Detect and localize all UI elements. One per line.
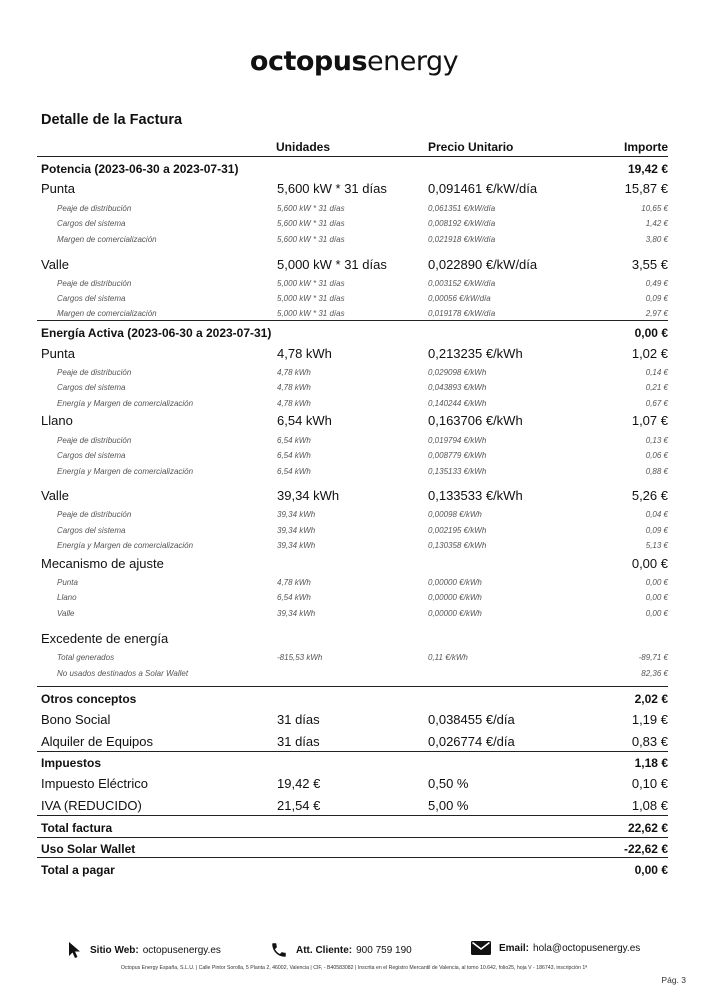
section-label: Energía Activa (2023-06-30 a 2023-07-31): [41, 326, 272, 340]
header-units: Unidades: [276, 140, 331, 154]
unit-price: 0,140244 €/kWh: [428, 399, 487, 408]
unit-price: 0,00000 €/kWh: [428, 593, 482, 602]
amount: 5,26 €: [631, 488, 668, 503]
envelope-icon: [471, 941, 491, 955]
unit-price: 0,00000 €/kWh: [428, 609, 482, 618]
section-total-pagar: [41, 858, 668, 879]
units: 39,34 kWh: [277, 488, 340, 503]
concept: Peaje de distribución: [57, 368, 132, 377]
unit-price: 0,130358 €/kWh: [428, 541, 487, 550]
line-item: [41, 795, 668, 815]
units: 6,54 kWh: [277, 467, 311, 476]
amount: 1,02 €: [631, 346, 668, 361]
units: 39,34 kWh: [277, 526, 316, 535]
section-otros: [41, 687, 668, 708]
concept: Alquiler de Equipos: [41, 734, 154, 749]
concept: Valle: [41, 488, 69, 503]
website-link[interactable]: octopusenergy.es: [142, 944, 221, 956]
section-amount: 2,02 €: [634, 692, 668, 706]
units: 4,78 kWh: [277, 578, 311, 587]
concept: Cargos del sistema: [57, 294, 126, 303]
unit-price: 0,061351 €/kW/día: [428, 204, 496, 213]
concept: Cargos del sistema: [57, 219, 126, 228]
amount: 0,13 €: [645, 436, 668, 445]
units: 6,54 kWh: [277, 436, 311, 445]
unit-price: 0,00000 €/kWh: [428, 578, 482, 587]
concept: Llano: [57, 593, 77, 602]
amount: 1,19 €: [631, 712, 668, 727]
line-item-breakdown: [41, 306, 668, 321]
amount: 0,00 €: [645, 578, 668, 587]
page-number: Pág. 3: [661, 975, 686, 985]
amount: 3,55 €: [631, 257, 668, 272]
amount: 15,87 €: [624, 181, 668, 196]
units: 5,600 kW * 31 días: [277, 181, 387, 196]
section-total-factura: [41, 816, 668, 837]
units: 5,000 kW * 31 días: [277, 257, 387, 272]
email-link[interactable]: hola@octopusenergy.es: [533, 942, 641, 954]
line-item: [41, 343, 668, 363]
amount: 0,06 €: [645, 451, 668, 460]
concept: No usados destinados a Solar Wallet: [57, 669, 189, 678]
section-label: Total factura: [41, 821, 113, 835]
line-item: [41, 485, 668, 505]
line-item-breakdown: [41, 538, 668, 553]
line-item-breakdown: [41, 365, 668, 380]
line-item-breakdown: [41, 232, 668, 247]
concept: Peaje de distribución: [57, 436, 132, 445]
section-uso-wallet: [41, 837, 668, 858]
unit-price: 0,11 €/kWh: [428, 653, 468, 662]
line-item-breakdown: [41, 464, 668, 479]
concept: Excedente de energía: [41, 631, 169, 646]
unit-price: 0,003152 €/kW/día: [428, 279, 496, 288]
amount: 0,21 €: [645, 383, 668, 392]
units: 39,34 kWh: [277, 541, 316, 550]
line-item-breakdown: [41, 396, 668, 411]
section-amount: 0,00 €: [634, 863, 668, 877]
amount: 82,36 €: [641, 669, 668, 678]
amount: 1,08 €: [631, 798, 668, 813]
amount: 10,65 €: [641, 204, 668, 213]
unit-price: 5,00 %: [428, 798, 469, 813]
units: 4,78 kWh: [277, 383, 311, 392]
section-amount: 1,18 €: [634, 756, 668, 770]
section-label: Total a pagar: [41, 863, 115, 877]
concept: Punta: [41, 181, 75, 196]
section-label: Uso Solar Wallet: [41, 842, 136, 856]
units: 6,54 kWh: [277, 451, 311, 460]
section-impuestos: [41, 751, 668, 772]
line-item-breakdown: [41, 666, 668, 681]
units: 6,54 kWh: [277, 413, 332, 428]
unit-price: 0,008779 €/kWh: [428, 451, 487, 460]
amount: 0,67 €: [645, 399, 668, 408]
unit-price: 0,50 %: [428, 776, 469, 791]
concept: Energía y Margen de comercialización: [57, 541, 194, 550]
footer-phone: Att. Cliente: 900 759 190: [270, 941, 412, 959]
section-label: Potencia (2023-06-30 a 2023-07-31): [41, 162, 239, 176]
line-item: [41, 254, 668, 274]
amount: 1,42 €: [645, 219, 668, 228]
unit-price: 0,002195 €/kWh: [428, 526, 487, 535]
units: 6,54 kWh: [277, 593, 311, 602]
units: 5,600 kW * 31 días: [277, 235, 345, 244]
amount: 2,97 €: [645, 309, 668, 318]
line-item-breakdown: [41, 590, 668, 605]
concept: Peaje de distribución: [57, 204, 132, 213]
phone-number[interactable]: 900 759 190: [356, 944, 412, 956]
line-item-breakdown: [41, 606, 668, 621]
units: 5,000 kW * 31 días: [277, 279, 345, 288]
units: 5,600 kW * 31 días: [277, 219, 345, 228]
concept: Margen de comercialización: [57, 235, 157, 244]
line-item: [41, 709, 668, 729]
unit-price: 0,038455 €/día: [428, 712, 515, 727]
amount: 0,09 €: [645, 294, 668, 303]
line-item: [41, 178, 668, 198]
line-item: [41, 553, 668, 573]
line-item-breakdown: [41, 650, 668, 665]
concept: Punta: [57, 578, 78, 587]
unit-price: 0,043893 €/kWh: [428, 383, 487, 392]
footer-email: Email: hola@octopusenergy.es: [471, 941, 640, 955]
header-amount: Importe: [623, 140, 668, 154]
units: 39,34 kWh: [277, 609, 316, 618]
unit-price: 0,021918 €/kW/día: [428, 235, 496, 244]
concept: Cargos del sistema: [57, 526, 126, 535]
amount: 0,10 €: [631, 776, 668, 791]
units: 31 días: [277, 734, 320, 749]
amount: -89,71 €: [638, 653, 668, 662]
line-item-breakdown: [41, 523, 668, 538]
legal-notice: Octopus Energy España, S.L.U. | Calle Pintor Sorolla, 5 Planta 2, 46002, Valencia | CIF, - B40583082 | Inscrita en el Registro Mercantil de Valencia, al tomo 10.642, folio25, hoja V - 186743, inscripción 1ª: [120, 965, 588, 971]
amount: 0,49 €: [645, 279, 668, 288]
unit-price: 0,135133 €/kWh: [428, 467, 487, 476]
line-item: [41, 731, 668, 751]
line-item-breakdown: [41, 507, 668, 522]
phone-icon: [270, 941, 288, 959]
section-potencia: [41, 157, 668, 178]
units: 4,78 kWh: [277, 368, 311, 377]
footer-website: Sitio Web: octopusenergy.es: [68, 941, 221, 959]
line-item-breakdown: [41, 575, 668, 590]
units: 19,42 €: [277, 776, 321, 791]
concept: Llano: [41, 413, 73, 428]
amount: 0,00 €: [645, 593, 668, 602]
concept: Bono Social: [41, 712, 111, 727]
unit-price: 0,022890 €/kW/día: [428, 257, 538, 272]
line-item-breakdown: [41, 433, 668, 448]
amount: 0,00 €: [645, 609, 668, 618]
amount: 0,09 €: [645, 526, 668, 535]
concept: Valle: [57, 609, 75, 618]
section-amount: 19,42 €: [627, 162, 668, 176]
unit-price: 0,213235 €/kWh: [428, 346, 523, 361]
amount: 5,13 €: [645, 541, 668, 550]
unit-price: 0,00056 €/kW/día: [428, 294, 491, 303]
unit-price: 0,163706 €/kWh: [428, 413, 523, 428]
units: 39,34 kWh: [277, 510, 316, 519]
line-item-breakdown: [41, 216, 668, 231]
concept: Mecanismo de ajuste: [41, 556, 164, 571]
line-item-breakdown: [41, 276, 668, 291]
unit-price: 0,029098 €/kWh: [428, 368, 487, 377]
section-energia: [41, 321, 668, 342]
concept: Total generados: [57, 653, 115, 662]
header-unit-price: Precio Unitario: [428, 140, 514, 154]
units: 4,78 kWh: [277, 346, 332, 361]
line-item-breakdown: [41, 291, 668, 306]
amount: 0,88 €: [645, 467, 668, 476]
concept: Cargos del sistema: [57, 451, 126, 460]
line-item: [41, 628, 668, 648]
section-label: Impuestos: [41, 756, 102, 770]
concept: Impuesto Eléctrico: [41, 776, 148, 791]
unit-price: 0,008192 €/kW/día: [428, 219, 496, 228]
unit-price: 0,00098 €/kWh: [428, 510, 482, 519]
unit-price: 0,133533 €/kWh: [428, 488, 523, 503]
octopus-energy-logo: octopusenergy: [249, 46, 459, 77]
concept: Punta: [41, 346, 75, 361]
cursor-icon: [68, 941, 82, 959]
concept: Energía y Margen de comercialización: [57, 399, 194, 408]
unit-price: 0,019794 €/kWh: [428, 436, 487, 445]
concept: Valle: [41, 257, 69, 272]
units: 31 días: [277, 712, 320, 727]
line-item-breakdown: [41, 201, 668, 216]
units: 21,54 €: [277, 798, 321, 813]
concept: IVA (REDUCIDO): [41, 798, 142, 813]
line-item-breakdown: [41, 380, 668, 395]
amount: 0,83 €: [631, 734, 668, 749]
line-item: [41, 773, 668, 793]
invoice-detail-title: Detalle de la Factura: [41, 112, 183, 128]
units: 4,78 kWh: [277, 399, 311, 408]
section-amount: 22,62 €: [627, 821, 668, 835]
section-amount: -22,62 €: [623, 842, 668, 856]
concept: Peaje de distribución: [57, 510, 132, 519]
line-item-breakdown: [41, 448, 668, 463]
amount: 1,07 €: [631, 413, 668, 428]
concept: Peaje de distribución: [57, 279, 132, 288]
units: -815,53 kWh: [277, 653, 323, 662]
section-label: Otros conceptos: [41, 692, 137, 706]
amount: 0,04 €: [645, 510, 668, 519]
footer-contact: [0, 941, 708, 961]
unit-price: 0,026774 €/día: [428, 734, 515, 749]
units: 5,000 kW * 31 días: [277, 294, 345, 303]
amount: 3,80 €: [645, 235, 668, 244]
units: 5,000 kW * 31 días: [277, 309, 345, 318]
units: 5,600 kW * 31 días: [277, 204, 345, 213]
line-item: [41, 410, 668, 430]
unit-price: 0,019178 €/kW/día: [428, 309, 496, 318]
amount: 0,14 €: [645, 368, 668, 377]
amount: 0,00 €: [631, 556, 668, 571]
concept: Cargos del sistema: [57, 383, 126, 392]
section-amount: 0,00 €: [634, 326, 668, 340]
concept: Margen de comercialización: [57, 309, 157, 318]
concept: Energía y Margen de comercialización: [57, 467, 194, 476]
unit-price: 0,091461 €/kW/día: [428, 181, 538, 196]
